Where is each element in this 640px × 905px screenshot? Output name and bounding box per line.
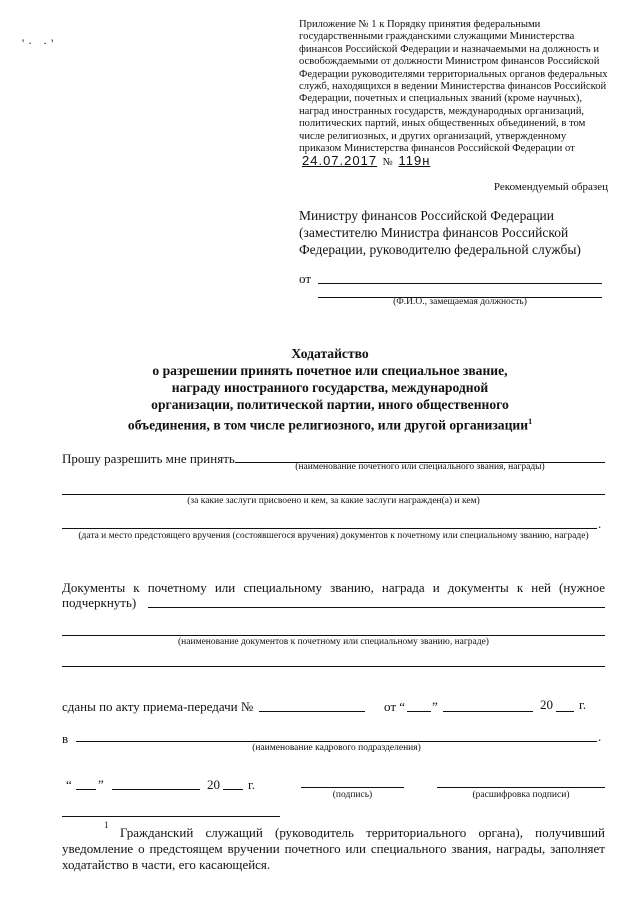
- sign-day-line[interactable]: [76, 789, 96, 790]
- addressee: Министру финансов Российской Федерации (заместителю Министра финансов Российской Федерации, руководителю федеральной службы): [299, 208, 581, 257]
- signature-caption: (подпись): [332, 790, 373, 800]
- sign-quote-close: ”: [98, 777, 104, 792]
- period-mark: .: [598, 516, 602, 531]
- hr-unit-line[interactable]: [76, 741, 597, 742]
- hr-unit-caption: (наименование кадрового подразделения): [252, 743, 421, 753]
- merits-caption: (за какие заслуги присвоено и кем, за какие заслуги награжден(а) и кем): [187, 496, 480, 506]
- hr-period-mark: .: [598, 729, 602, 744]
- documents-text-line-2: подчеркнуть): [62, 595, 137, 610]
- merits-line[interactable]: [62, 494, 605, 495]
- order-number: 119н: [398, 153, 431, 169]
- signature-decode-caption: (расшифровка подписи): [472, 790, 570, 800]
- signature-line[interactable]: [301, 787, 404, 788]
- award-name-caption: (наименование почетного или специального звания, награды): [295, 462, 545, 472]
- sample-label: Рекомендуемый образец: [493, 181, 608, 193]
- title-line-3: организации, политической партии, иного общественного: [151, 397, 509, 412]
- documents-line-2[interactable]: [62, 635, 605, 636]
- appendix-text: Приложение № 1 к Порядку принятия федеральными государственными гражданскими служащими Министерства финансов Российской Федерации и назначаемыми на должность и освобождаемыми от должности Министром финансов Российской Федерации руководителями территориальных органов федеральных служб, находящихся в ведении Министерства финансов Российской Федерации, почетных и специальных званий (кроме научных), наград иностранных государств, международных организаций, политических партий, иных общественных объединений, в том числе религиозных, и других организаций, утвержденному приказом Министерства финансов Российской Федерации от: [299, 19, 608, 155]
- act-from-word: от: [384, 699, 397, 714]
- order-number-label: №: [382, 157, 393, 169]
- date-place-line[interactable]: [62, 528, 597, 529]
- signature-decode-line[interactable]: [437, 787, 605, 788]
- title-heading: Ходатайство: [291, 346, 369, 361]
- request-label: Прошу разрешить мне принять: [62, 451, 235, 466]
- act-year-suffix: г.: [579, 697, 587, 712]
- act-day-line[interactable]: [407, 711, 431, 712]
- from-label: от: [299, 271, 312, 286]
- footnote-ref: 1: [528, 417, 533, 426]
- documents-line-1[interactable]: [148, 607, 605, 608]
- sign-year-suffix: г.: [248, 777, 256, 792]
- date-place-caption: (дата и место предстоящего вручения (состоявшегося вручения) документов к почетному или специальному званию, награде): [78, 531, 589, 541]
- document-title: [60, 345, 600, 434]
- from-line-1[interactable]: [318, 283, 602, 284]
- footnote-line-1: Гражданский служащий (руководитель территориального органа), получивший: [120, 825, 605, 840]
- from-caption: (Ф.И.О., замещаемая должность): [393, 297, 527, 307]
- sign-month-line[interactable]: [112, 789, 200, 790]
- act-month-line[interactable]: [443, 711, 533, 712]
- title-line-2: награду иностранного государства, международной: [171, 380, 489, 395]
- sign-year-prefix: 20: [207, 777, 220, 792]
- footnote-line-2: уведомление о предстоящем вручении почетного или специального звания, награды, заполняет: [62, 841, 605, 856]
- act-number-line[interactable]: [259, 711, 365, 712]
- sign-year-line[interactable]: [223, 789, 243, 790]
- act-year-line[interactable]: [556, 711, 574, 712]
- sign-quote-open: “: [66, 777, 72, 792]
- documents-text-line-1: Документы к почетному или специальному званию, награда и документы к ней (нужное: [62, 580, 605, 595]
- act-quote-close: ”: [432, 699, 438, 714]
- title-line-4: объединения, в том числе религиозного, или другой организации: [127, 417, 529, 433]
- order-date: 24.07.2017: [302, 153, 378, 169]
- documents-line-3[interactable]: [62, 666, 605, 667]
- footnote-line-3: ходатайство в части, его касающейся.: [62, 857, 271, 872]
- appendix-note: [299, 19, 609, 170]
- documents-caption: (наименование документов к почетному или специальному званию, награде): [178, 637, 489, 647]
- title-line-1: о разрешении принять почетное или специальное звание,: [152, 363, 508, 378]
- act-year-prefix: 20: [540, 697, 553, 712]
- margin-marks: '· ·': [22, 36, 58, 50]
- footnote-mark: 1: [104, 820, 109, 830]
- footnote-separator: [62, 816, 280, 817]
- act-from-label: [384, 699, 405, 715]
- act-quote-open: “: [399, 699, 406, 714]
- handed-label: сданы по акту приема-передачи №: [62, 699, 254, 714]
- in-label: в: [62, 731, 69, 746]
